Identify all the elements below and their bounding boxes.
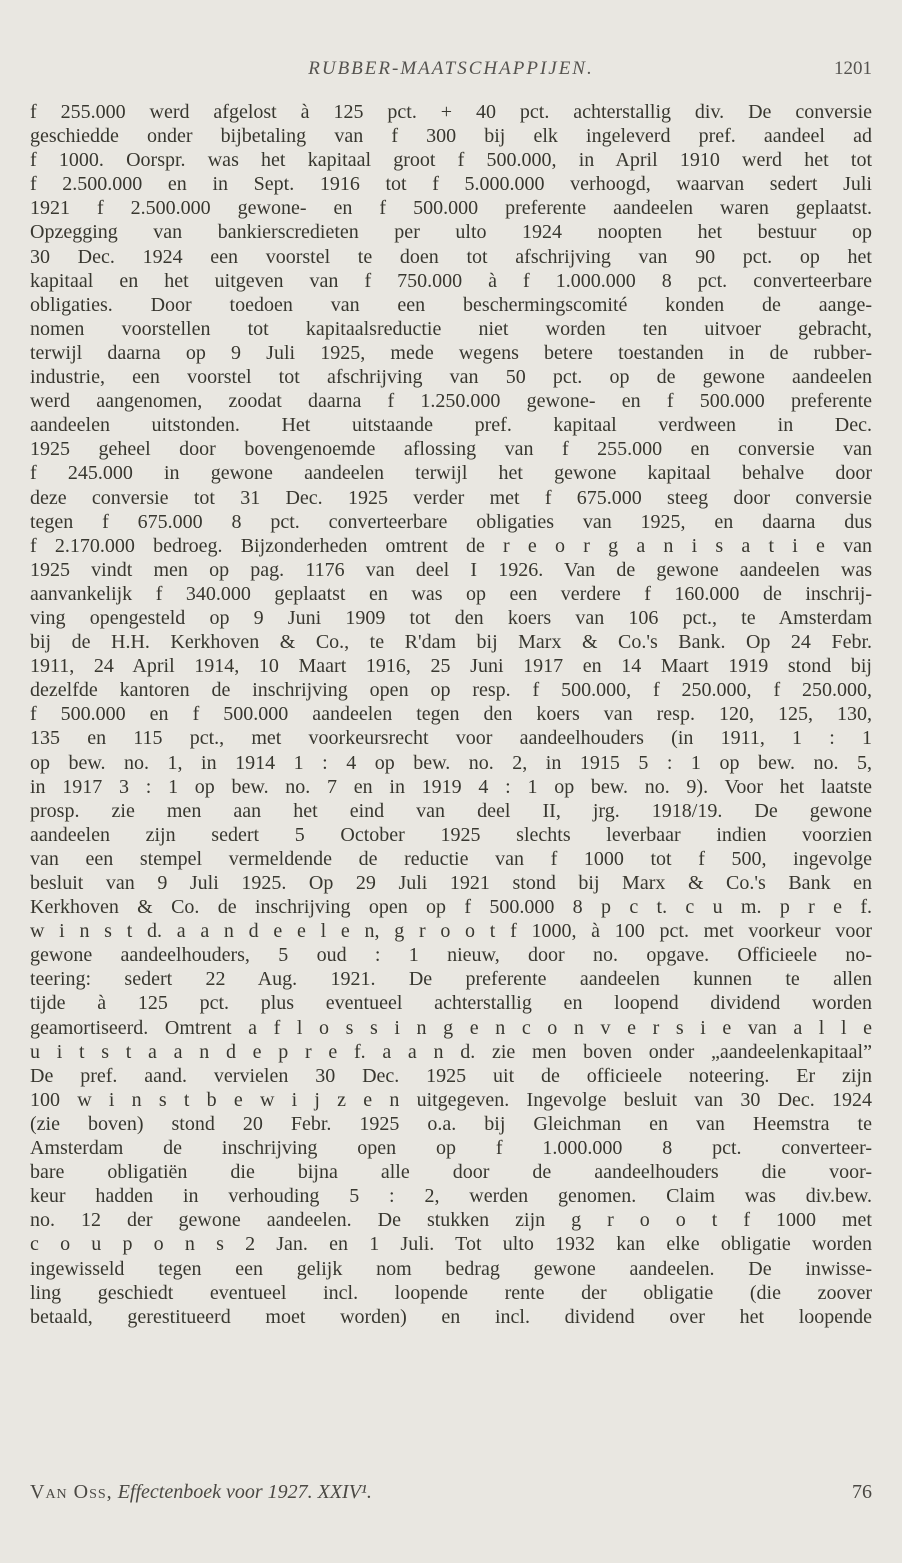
text-line: betaald, gerestitueerd moet worden) en incl. dividend over het loopende (30, 1305, 872, 1328)
text-line: 1921 f 2.500.000 gewone- en f 500.000 preferente aandeelen waren geplaatst. (30, 197, 872, 220)
text-line: deze conversie tot 31 Dec. 1925 verder met f 675.000 steeg door conversie (30, 486, 872, 509)
text-line: ving opengesteld op 9 Juni 1909 tot den koers van 106 pct., te Amsterdam (30, 606, 872, 629)
text-line: geschiedde onder bijbetaling van f 300 bij elk ingeleverd pref. aandeel ad (30, 125, 872, 148)
text-line: aanvankelijk f 340.000 geplaatst en was op een verdere f 160.000 de inschrij- (30, 582, 872, 605)
text-line: w i n s t d. a a n d e e l e n, g r o o t f 1000, à 100 pct. met voorkeur voor (30, 920, 872, 943)
text-line: u i t s t a a n d e p r e f. a a n d. zie men boven onder „aandeelenkapitaal” (30, 1040, 872, 1063)
footer-citation (30, 1481, 372, 1504)
text-line: keur hadden in verhouding 5 : 2, werden genomen. Claim was div.bew. (30, 1185, 872, 1208)
text-line: nomen voorstellen tot kapitaalsreductie niet worden ten uitvoer gebracht, (30, 317, 872, 340)
text-line: 1911, 24 April 1914, 10 Maart 1916, 25 Juni 1917 en 14 Maart 1919 stond bij (30, 655, 872, 678)
text-line: aandeelen zijn sedert 5 October 1925 slechts leverbaar indien voorzien (30, 823, 872, 846)
text-line: op bew. no. 1, in 1914 1 : 4 op bew. no. 2, in 1915 5 : 1 op bew. no. 5, (30, 751, 872, 774)
text-line: f 2.170.000 bedroeg. Bijzonderheden omtrent de r e o r g a n i s a t i e van (30, 534, 872, 557)
footer-signature: 76 (852, 1481, 872, 1503)
text-line: terwijl daarna op 9 Juli 1925, mede wegens betere toestanden in de rubber- (30, 341, 872, 364)
text-line: ling geschiedt eventueel incl. loopende rente der obligatie (die zoover (30, 1281, 872, 1304)
text-line: 135 en 115 pct., met voorkeursrecht voor aandeelhouders (in 1911, 1 : 1 (30, 727, 872, 750)
text-line: dezelfde kantoren de inschrijving open op resp. f 500.000, f 250.000, f 250.000, (30, 679, 872, 702)
text-line: Amsterdam de inschrijving open op f 1.000.000 8 pct. converteer- (30, 1137, 872, 1160)
text-line: f 255.000 werd afgelost à 125 pct. + 40 pct. achterstallig div. De conversie (30, 101, 872, 123)
text-line: bare obligatiën die bijna alle door de aandeelhouders die voor- (30, 1161, 872, 1184)
text-line: van een stempel vermeldende de reductie van f 1000 tot f 500, ingevolge (30, 847, 872, 870)
text-line: c o u p o n s 2 Jan. en 1 Juli. Tot ulto 1932 kan elke obligatie worden (30, 1233, 872, 1256)
text-line: tegen f 675.000 8 pct. converteerbare obligaties van 1925, en daarna dus (30, 510, 872, 533)
page-number: 1201 (834, 58, 872, 79)
text-line: f 1000. Oorspr. was het kapitaal groot f 500.000, in April 1910 werd het tot (30, 149, 872, 172)
running-title: RUBBER-MAATSCHAPPIJEN. (308, 58, 594, 79)
page-footer (30, 1481, 872, 1509)
body-paragraph (30, 100, 872, 1329)
text-line: 100 w i n s t b e w i j z e n uitgegeven. Ingevolge besluit van 30 Dec. 1924 (30, 1088, 872, 1111)
text-line: gewone aandeelhouders, 5 oud : 1 nieuw, door no. opgave. Officieele no- (30, 944, 872, 967)
text-line: 1925 vindt men op pag. 1176 van deel I 1926. Van de gewone aandeelen was (30, 558, 872, 581)
text-line: Opzegging van bankierscredieten per ulto 1924 noopten het bestuur op (30, 221, 872, 244)
text-line: bij de H.H. Kerkhoven & Co., te R'dam bij Marx & Co.'s Bank. Op 24 Febr. (30, 631, 872, 654)
text-line: De pref. aand. vervielen 30 Dec. 1925 uit de officieele noteering. Er zijn (30, 1064, 872, 1087)
text-line: no. 12 der gewone aandeelen. De stukken zijn g r o o t f 1000 met (30, 1209, 872, 1232)
page-header (30, 58, 872, 88)
text-line: in 1917 3 : 1 op bew. no. 7 en in 1919 4 : 1 op bew. no. 9). Voor het laatste (30, 775, 872, 798)
text-line: industrie, een voorstel tot afschrijving van 50 pct. op de gewone aandeelen (30, 366, 872, 389)
text-line: tijde à 125 pct. plus eventueel achterstallig en loopend dividend worden (30, 992, 872, 1015)
text-line: f 500.000 en f 500.000 aandeelen tegen den koers van resp. 120, 125, 130, (30, 703, 872, 726)
text-line: (zie boven) stond 20 Febr. 1925 o.a. bij Gleichman en van Heemstra te (30, 1112, 872, 1135)
text-line: f 2.500.000 en in Sept. 1916 tot f 5.000.000 verhoogd, waarvan sedert Juli (30, 173, 872, 196)
text-line: werd aangenomen, zoodat daarna f 1.250.000 gewone- en f 500.000 preferente (30, 390, 872, 413)
text-line: 30 Dec. 1924 een voorstel te doen tot afschrijving van 90 pct. op het (30, 245, 872, 268)
text-line: Kerkhoven & Co. de inschrijving open op f 500.000 8 p c t. c u m. p r e f. (30, 896, 872, 919)
text-line: 1925 geheel door bovengenoemde aflossing van f 255.000 en conversie van (30, 438, 872, 461)
footer-author: Van Oss, (30, 1481, 113, 1503)
text-line: teering: sedert 22 Aug. 1921. De preferente aandeelen kunnen te allen (30, 968, 872, 991)
text-line: prosp. zie men aan het eind van deel II, jrg. 1918/19. De gewone (30, 799, 872, 822)
text-line: ingewisseld tegen een gelijk nom bedrag gewone aandeelen. De inwisse- (30, 1257, 872, 1280)
footer-book-title: Effectenboek voor 1927. (117, 1481, 313, 1503)
text-line: besluit van 9 Juli 1925. Op 29 Juli 1921 stond bij Marx & Co.'s Bank en (30, 872, 872, 894)
text-line: f 245.000 in gewone aandeelen terwijl het gewone kapitaal behalve door (30, 462, 872, 485)
text-line: aandeelen uitstonden. Het uitstaande pref. kapitaal verdween in Dec. (30, 414, 872, 437)
text-line: geamortiseerd. Omtrent a f l o s s i n g e n c o n v e r s i e van a l l e (30, 1016, 872, 1039)
text-line: kapitaal en het uitgeven van f 750.000 à f 1.000.000 8 pct. converteerbare (30, 269, 872, 292)
text-line: obligaties. Door toedoen van een beschermingscomité konden de aange- (30, 293, 872, 316)
footer-volume: XXIV¹. (317, 1481, 372, 1503)
